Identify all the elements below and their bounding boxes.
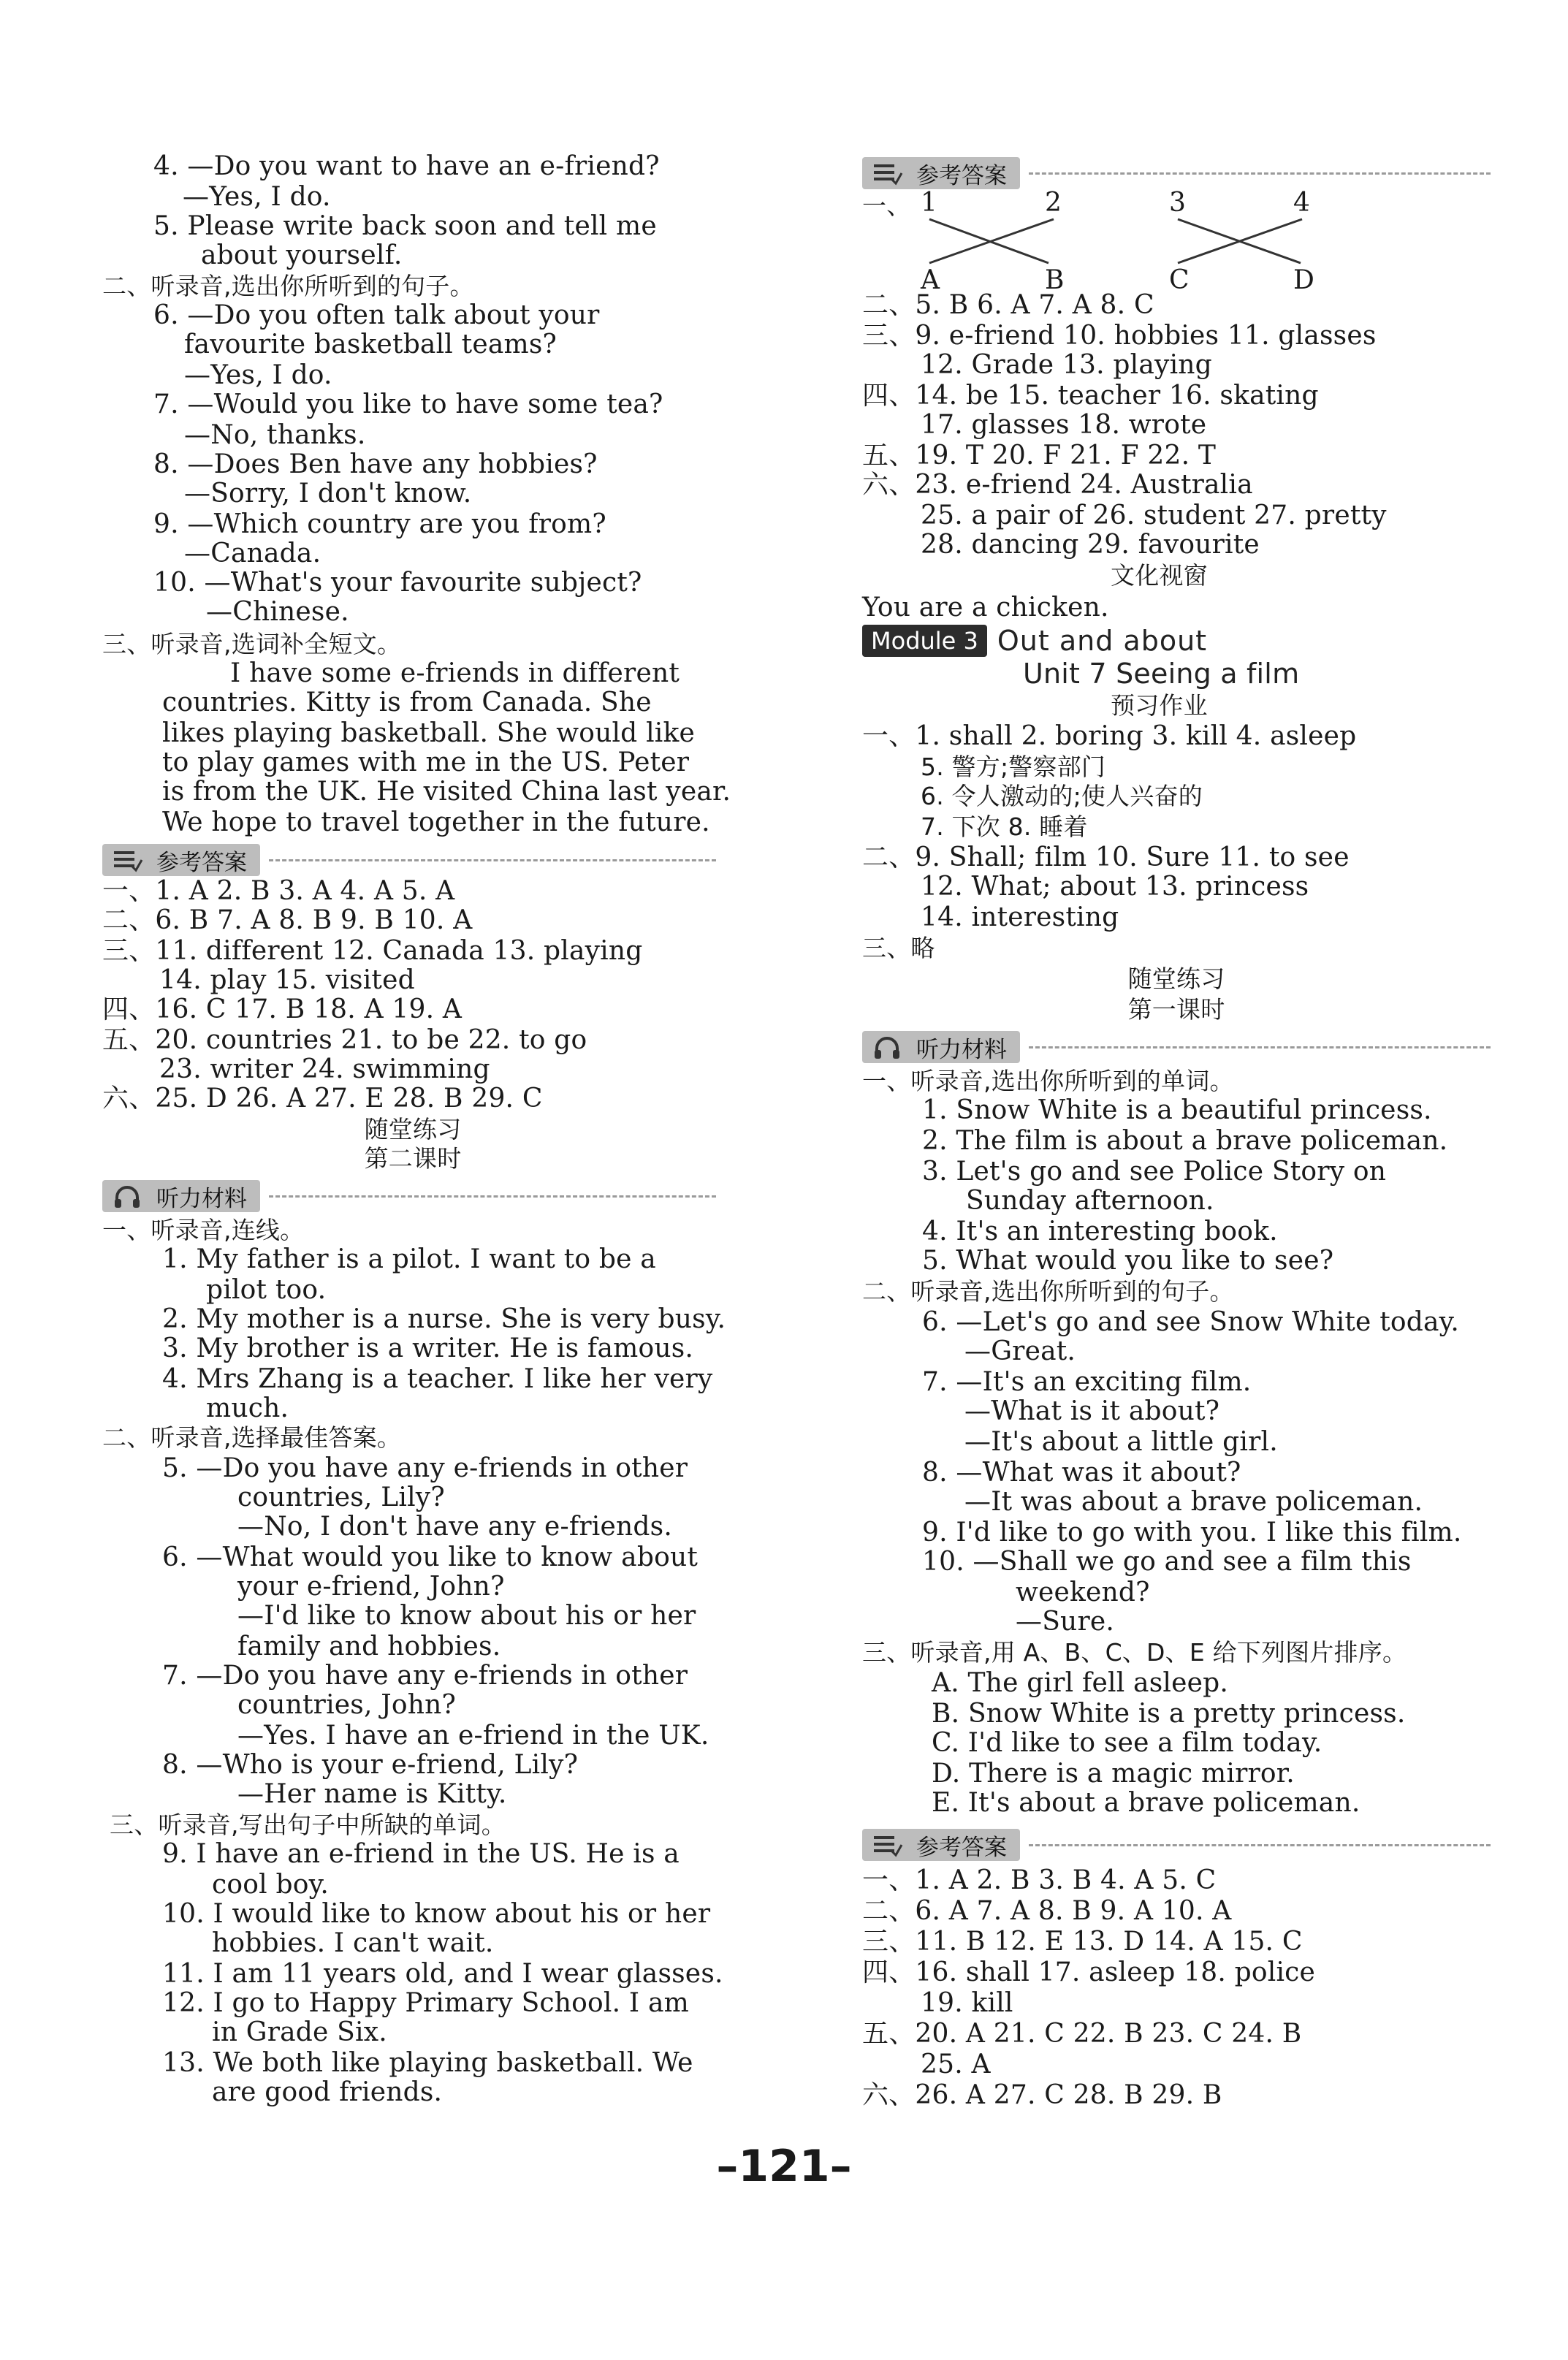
text-line: 4. Mrs Zhang is a teacher. I like her very (162, 1364, 713, 1394)
text-line: 6. —What would you like to know about (162, 1542, 699, 1572)
answer-line: 二、6. A 7. A 8. B 9. A 10. A (862, 1896, 1232, 1926)
answer-line: 二、6. B 7. A 8. B 9. B 10. A (102, 905, 473, 935)
text-line: family and hobbies. (237, 1632, 501, 1661)
answer-line: 四、16. shall 17. asleep 18. police (862, 1957, 1316, 1987)
answer-list-icon (868, 1829, 906, 1861)
answer-line: 三、11. different 12. Canada 13. playing (102, 936, 643, 966)
answer-line: 25. A (921, 2049, 991, 2079)
answer-line: 23. writer 24. swimming (159, 1054, 490, 1084)
text-line: C. I'd like to see a film today. (932, 1728, 1322, 1758)
answer-line: 17. glasses 18. wrote (921, 410, 1207, 440)
section-title: 二、听录音,选择最佳答案。 (102, 1423, 402, 1452)
text-line: —No, I don't have any e-friends. (237, 1512, 672, 1542)
section-title: 二、听录音,选出你所听到的句子。 (102, 272, 474, 300)
text-line: 4. It's an interesting book. (922, 1217, 1278, 1246)
answer-line: 12. Grade 13. playing (921, 350, 1212, 380)
text-line: —Her name is Kitty. (237, 1779, 507, 1809)
text-line: 10. —What's your favourite subject? (153, 568, 642, 598)
unit-title: Unit 7 Seeing a film (1023, 658, 1300, 690)
answers-header-label: 参考答案 (916, 1834, 1007, 1861)
answer-line: 二、5. B 6. A 7. A 8. C (862, 290, 1154, 320)
text-line: 13. We both like playing basketball. We (162, 2048, 693, 2078)
text-line: 8. —Who is your e-friend, Lily? (162, 1750, 579, 1780)
text-line: 7. —Would you like to have some tea? (153, 389, 663, 419)
module-title: Out and about (997, 625, 1208, 657)
lesson-title: 第一课时 (1127, 995, 1225, 1024)
headphones-icon (108, 1180, 146, 1212)
text-line: 5. What would you like to see? (922, 1246, 1334, 1276)
section-title: 三、听录音,选词补全短文。 (102, 630, 402, 658)
answer-line: 一、1. A 2. B 3. B 4. A 5. C (862, 1865, 1217, 1895)
text-line: Sunday afternoon. (966, 1186, 1214, 1216)
header-divider (269, 859, 716, 861)
text-line: about yourself. (201, 240, 403, 270)
answer-line: 六、23. e-friend 24. Australia (862, 470, 1253, 500)
answers-header (862, 1827, 1491, 1863)
text-line: 12. I go to Happy Primary School. I am (162, 1988, 689, 2018)
match-top-label: 3 (1169, 188, 1187, 218)
answer-line: 五、20. countries 21. to be 22. to go (102, 1025, 587, 1055)
text-line: —Yes, I do. (183, 182, 331, 212)
passage-line: We hope to travel together in the future. (162, 807, 710, 837)
answer-line: 14. play 15. visited (159, 965, 415, 995)
text-line: 2. The film is about a brave policeman. (922, 1126, 1448, 1156)
text-line: cool boy. (212, 1870, 329, 1900)
answers-header-label: 参考答案 (156, 849, 247, 876)
text-line: are good friends. (212, 2077, 443, 2107)
headphones-icon (868, 1031, 906, 1063)
section-title: 一、听录音,连线。 (102, 1216, 305, 1244)
answers-header (862, 155, 1491, 191)
answer-line: 三、9. e-friend 10. hobbies 11. glasses (862, 321, 1377, 351)
answer-line: 二、9. Shall; film 10. Sure 11. to see (862, 842, 1350, 872)
answer-line: 一、1. A 2. B 3. A 4. A 5. A (102, 876, 455, 906)
text-line: B. Snow White is a pretty princess. (932, 1699, 1406, 1729)
section-title: 二、听录音,选出你所听到的句子。 (862, 1277, 1234, 1306)
culture-title: 文化视窗 (1111, 561, 1208, 590)
text-line: —Sure. (1016, 1607, 1115, 1637)
answer-list-icon (108, 844, 146, 876)
answer-line: 19. kill (921, 1988, 1013, 2018)
text-line: —Sorry, I don't know. (184, 479, 472, 509)
listening-header (862, 1029, 1491, 1065)
answer-line: 三、略 (862, 934, 935, 962)
answers-header-label: 参考答案 (916, 162, 1007, 189)
answer-line: 28. dancing 29. favourite (921, 530, 1260, 560)
header-divider (269, 1195, 716, 1198)
text-line: 10. I would like to know about his or her (162, 1899, 711, 1929)
text-line: —No, thanks. (184, 420, 366, 450)
answer-line: 四、14. be 15. teacher 16. skating (862, 381, 1319, 411)
text-line: pilot too. (206, 1275, 327, 1305)
text-line: A. The girl fell asleep. (932, 1668, 1229, 1698)
text-line: 8. —What was it about? (922, 1458, 1241, 1488)
match-top-label: 4 (1293, 188, 1311, 218)
text-line: 3. Let's go and see Police Story on (922, 1157, 1387, 1187)
answer-line: 6. 令人激动的;使人兴奋的 (921, 782, 1203, 810)
answer-line: 四、16. C 17. B 18. A 19. A (102, 994, 463, 1024)
text-line: E. It's about a brave policeman. (932, 1788, 1360, 1818)
text-line: 7. —It's an exciting film. (922, 1367, 1252, 1397)
text-line: —Yes. I have an e-friend in the UK. (237, 1721, 709, 1751)
text-line: 5. —Do you have any e-friends in other (162, 1453, 688, 1483)
answer-line: 三、11. B 12. E 13. D 14. A 15. C (862, 1927, 1303, 1957)
answer-line: 六、25. D 26. A 27. E 28. B 29. C (102, 1084, 543, 1114)
passage-line: is from the UK. He visited China last year. (162, 777, 731, 807)
answer-line: 5. 警方;警察部门 (921, 753, 1106, 781)
text-line: —It's about a little girl. (964, 1427, 1278, 1457)
answer-line: 7. 下次 8. 睡着 (921, 812, 1088, 841)
page-number: –121– (716, 2141, 852, 2192)
answer-line: 12. What; about 13. princess (921, 872, 1309, 902)
answer-line: 25. a pair of 26. student 27. pretty (921, 500, 1387, 530)
practice-title: 随堂练习 (1127, 964, 1225, 993)
match-bottom-label: C (1169, 265, 1190, 295)
listening-header-label: 听力材料 (156, 1185, 247, 1212)
text-line: 6. —Let's go and see Snow White today. (922, 1307, 1460, 1337)
passage-line: likes playing basketball. She would like (162, 718, 696, 748)
match-top-label: 1 (921, 188, 938, 218)
text-line: —It was about a brave policeman. (964, 1487, 1423, 1517)
text-line: 8. —Does Ben have any hobbies? (153, 449, 598, 479)
answers-header (102, 842, 716, 878)
header-divider (1029, 1844, 1491, 1846)
text-line: 6. —Do you often talk about your (153, 300, 600, 330)
text-line: D. There is a magic mirror. (932, 1759, 1295, 1789)
header-divider (1029, 172, 1491, 175)
text-line: 9. I have an e-friend in the US. He is a (162, 1839, 680, 1869)
lesson-title: 第二课时 (364, 1144, 462, 1173)
answer-list-icon (868, 157, 906, 189)
text-line: 1. My father is a pilot. I want to be a (162, 1244, 656, 1274)
match-bottom-label: A (921, 265, 940, 295)
passage-line: countries. Kitty is from Canada. She (162, 688, 652, 717)
text-line: 3. My brother is a writer. He is famous. (162, 1333, 694, 1363)
text-line: weekend? (1016, 1577, 1150, 1607)
text-line: 5. Please write back soon and tell me (153, 211, 657, 241)
text-line: —What is it about? (964, 1396, 1220, 1426)
text-line: your e-friend, John? (237, 1572, 505, 1602)
culture-text: You are a chicken. (862, 593, 1109, 623)
section-title: 三、听录音,写出句子中所缺的单词。 (110, 1811, 506, 1839)
text-line: —Chinese. (206, 597, 349, 627)
match-bottom-label: B (1045, 265, 1065, 295)
section-title: 一、听录音,选出你所听到的单词。 (862, 1067, 1234, 1095)
text-line: 10. —Shall we go and see a film this (922, 1547, 1412, 1577)
practice-title: 随堂练习 (364, 1115, 462, 1143)
answer-line: 一、1. shall 2. boring 3. kill 4. asleep (862, 721, 1357, 751)
answer-line: 五、19. T 20. F 21. F 22. T (862, 441, 1217, 471)
text-line: —Great. (964, 1336, 1076, 1366)
text-line: in Grade Six. (212, 2017, 387, 2047)
text-line: much. (206, 1393, 289, 1423)
text-line: hobbies. I can't wait. (212, 1928, 494, 1958)
text-line: 4. —Do you want to have an e-friend? (153, 151, 660, 181)
text-line: 11. I am 11 years old, and I wear glasses. (162, 1959, 723, 1989)
module-heading (862, 624, 1207, 658)
text-line: —Canada. (184, 538, 321, 568)
text-line: 7. —Do you have any e-friends in other (162, 1661, 688, 1691)
text-line: 9. I'd like to go with you. I like this film. (922, 1518, 1462, 1548)
text-line: 9. —Which country are you from? (153, 509, 606, 539)
answer-line: 14. interesting (921, 902, 1119, 932)
passage-line: I have some e-friends in different (230, 658, 680, 688)
passage-line: to play games with me in the US. Peter (162, 747, 690, 777)
section-title: 三、听录音,用 A、B、C、D、E 给下列图片排序。 (862, 1638, 1407, 1667)
text-line: 2. My mother is a nurse. She is very busy. (162, 1304, 726, 1334)
answer-line: 五、20. A 21. C 22. B 23. C 24. B (862, 2019, 1302, 2049)
text-line: favourite basketball teams? (184, 330, 557, 359)
listening-header (102, 1178, 716, 1214)
text-line: countries, Lily? (237, 1482, 445, 1512)
preview-title: 预习作业 (1111, 691, 1208, 720)
match-top-label: 2 (1045, 188, 1062, 218)
text-line: —I'd like to know about his or her (237, 1601, 696, 1631)
matching-lines (862, 216, 1330, 266)
listening-header-label: 听力材料 (916, 1036, 1007, 1063)
module-badge: Module 3 (862, 625, 987, 657)
match-bottom-label: D (1293, 265, 1315, 295)
match-prefix: 一、 (862, 191, 911, 220)
text-line: countries, John? (237, 1690, 457, 1720)
text-line: —Yes, I do. (184, 360, 332, 390)
text-line: 1. Snow White is a beautiful princess. (922, 1095, 1432, 1125)
answer-line: 六、26. A 27. C 28. B 29. B (862, 2080, 1222, 2110)
header-divider (1029, 1046, 1491, 1048)
